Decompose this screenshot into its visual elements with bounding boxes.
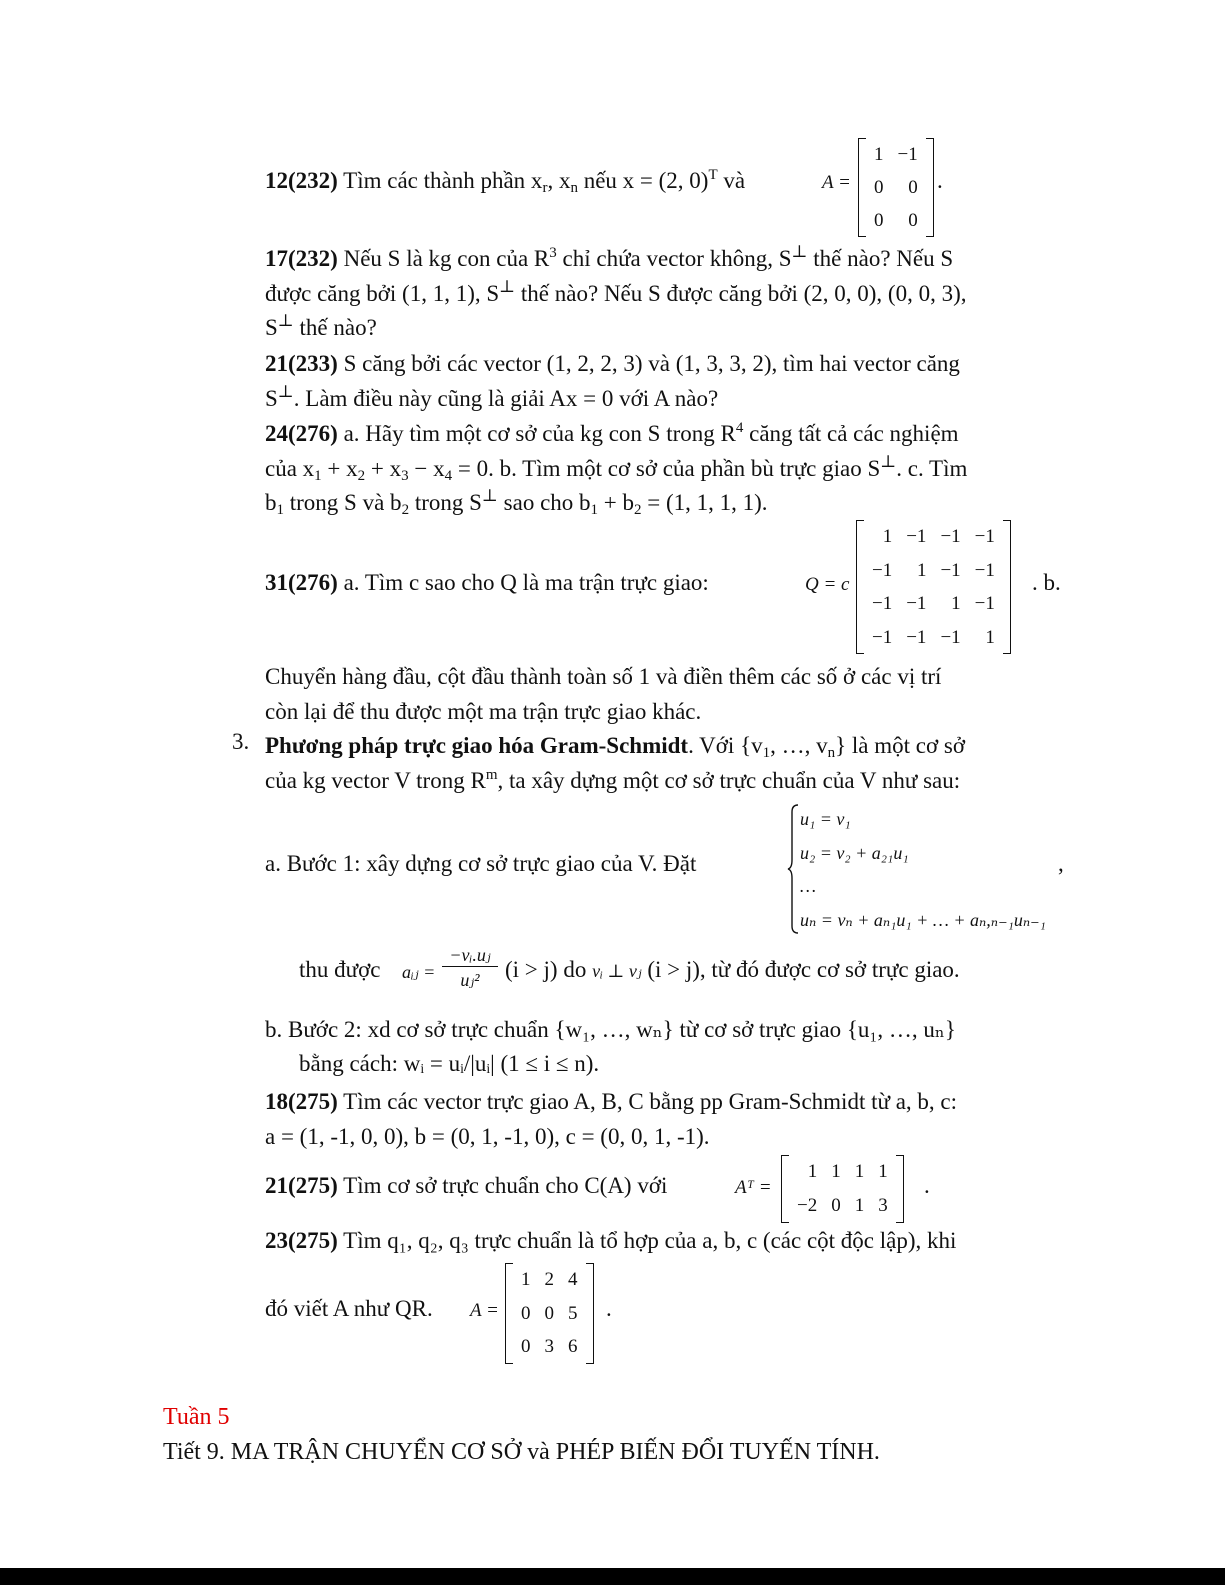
equation-line: u₁ = v₁ xyxy=(800,809,851,829)
exercise-21-233: 21(233) S căng bởi các vector (1, 2, 2, 3) và (1, 3, 3, 2), tìm hai vector căng S⊥. Làm điều này cũng là giải Ax = 0 với A nào? xyxy=(265,351,960,411)
matrix-cell: 3 xyxy=(544,1336,554,1357)
fraction: $\frac{\text{−vᵢ.uⱼ}}{\text{uⱼ²}}$ xyxy=(442,944,498,993)
exercise-31-276: 31(276) a. Tìm c sao cho Q là ma trận trực giao: xyxy=(265,570,709,595)
matrix-cell: −1 xyxy=(974,593,995,614)
matrix-cell: 1 xyxy=(854,1161,865,1182)
matrix-cell: −1 xyxy=(872,626,893,648)
matrix-cell: 4 xyxy=(568,1269,578,1290)
document-page: 12(232) Tìm các thành phần $x_r$, $x_n$ nếu x = (2, 0)$^T$ và A = 1 −1 0 0 0 0 . 17(232) Nếu S là kg con của $R^3$ chỉ chứa vector không, S⊥ thế nào? Nếu S được căng bởi (1, 1, 1), S⊥ thế nào? Nếu S được căng bởi (2, 0, 0), (0, 0, 3), S⊥ thế nào? 21(233) S căng bởi các vector (1, 2, 2, 3) và (1, 3, 3, 2), tìm hai vector căng S⊥. Làm điều này cũng là giải Ax = 0 với A nào? 24(276) a. Hãy tìm một cơ sở của kg con S trong $R^4$ căng tất cả các nghiệm của $x_1 + x_2 + x_3 - x_4 = 0$. b. Tìm một cơ sở của phần bù trực giao S⊥. c. Tìm $b_1$ trong S và $b_2$ trong S⊥ sao cho $b_1 + b_2 = (1$, 1, 1, 1). 31(276) a. Tìm c sao cho Q là ma trận trực giao: Q = c 1 −1 −1 −1 −1 1 −1 −1 −1 −1 1 −1 −1 −1 −1 1 . b. Chuyển hàng đầu, cột đầu thành toàn số 1 và điền thêm các số ở các vị trí còn lại để thu được một ma trận trực giao khác. 3. Phương pháp trực giao hóa Gram-Schmidt. Với {$v_1$, …, $v_n$} là một cơ sở của kg vector V trong $R^m$, ta xây dựng một cơ sở trực chuẩn của V như sau: a. Bước 1: xây dựng cơ sở trực giao của V. Đặt u₁ = v₁ u₂ = v₂ + a₂₁u₁ … uₙ = vₙ + aₙ₁u₁ + … + aₙ,ₙ₋₁uₙ₋₁ , thu được aᵢⱼ = $\frac{\text{−vᵢ.uⱼ}}{\text{uⱼ²}}$ (i > j) do vᵢ ⊥ vⱼ (i > j), từ đó được cơ sở trực giao. b. Bước 2: xd cơ sở trực chuẩn {w₁, …, wₙ} từ cơ sở trực giao {u₁, …, uₙ} bằng cách: wᵢ = uᵢ/|uᵢ| (1 ≤ i ≤ n). 18(275) Tìm các vector trực giao A, B, C bằng pp Gram-Schmidt từ a, b, c: a = (1, -1, 0, 0), b = (0, 1, -1, 0), c = (0, 0, 1, -1). 21(275) Tìm cơ sở trực chuẩn cho C(A) với Aᵀ = 1 1 1 1 −2 0 1 3 . 23(275) Tìm q₁, q₂, q₃ trực chuẩn là tổ hợp của a, b, c (các cột độc lập), khi đó viết A như QR. A = 1 2 4 0 0 5 0 3 6 . Tuần 5 Tiết 9. MA TRẬN CHUYỂN CƠ SỞ và PHÉP BIẾN ĐỔI TUYẾN TÍNH. xyxy=(0,0,1225,1585)
matrix-label-Q: Q = c xyxy=(805,574,850,595)
matrix-cell: −1 xyxy=(940,559,961,581)
matrix-cell: 1 xyxy=(807,1161,818,1182)
matrix-cell: 1 xyxy=(951,593,961,614)
period: . xyxy=(924,1173,930,1198)
matrix-cell: 1 xyxy=(854,1195,865,1216)
matrix-cell: 0 xyxy=(874,177,884,198)
matrix-A-3x2 xyxy=(858,138,934,237)
matrix-cell: −2 xyxy=(797,1195,818,1216)
matrix-cell: −1 xyxy=(974,526,995,547)
period: . xyxy=(606,1296,612,1321)
comma: , xyxy=(1058,851,1064,876)
matrix-label-A: A = xyxy=(470,1300,499,1321)
matrix-cell: −1 xyxy=(872,593,893,614)
aij-symbol: aᵢⱼ = xyxy=(402,962,436,982)
gram-schmidt-equations xyxy=(800,803,1046,937)
exercise-number: 12(232) xyxy=(265,168,338,193)
step-a: a. Bước 1: xây dựng cơ sở trực giao của V. Đặt xyxy=(265,851,697,876)
exercise-31-part-b: Chuyển hàng đầu, cột đầu thành toàn số 1 và điền thêm các số ở các vị trí còn lại để thu được một ma trận trực giao khác. xyxy=(265,664,942,724)
coefficient-formula: thu được xyxy=(299,957,381,982)
matrix-cell: −1 xyxy=(906,626,927,648)
equation-line: … xyxy=(800,876,817,896)
week-heading: Tuần 5 xyxy=(163,1404,230,1430)
matrix-cell: 1 xyxy=(878,1161,888,1182)
matrix-cell: −1 xyxy=(897,144,918,165)
matrix-cell: 1 xyxy=(874,144,884,165)
exercise-21-275: 21(275) Tìm cơ sở trực chuẩn cho C(A) với xyxy=(265,1173,668,1198)
exercise-12-232: 12(232) Tìm các thành phần $x_r$, $x_n$ nếu x = (2, 0)$^T$ và xyxy=(265,167,746,196)
matrix-cell: 0 xyxy=(521,1302,531,1324)
part-b-label: . b. xyxy=(1032,570,1061,595)
matrix-cell: 1 xyxy=(831,1161,841,1182)
matrix-cell: −1 xyxy=(872,559,893,581)
left-brace-icon xyxy=(787,804,799,934)
matrix-label-AT: Aᵀ = xyxy=(735,1177,772,1198)
exercise-23-275: 23(275) Tìm q₁, q₂, q₃ trực chuẩn là tổ hợp của a, b, c (các cột độc lập), khi xyxy=(265,1228,957,1253)
matrix-cell: 1 xyxy=(521,1269,531,1290)
matrix-cell: −1 xyxy=(906,593,927,614)
matrix-cell: 0 xyxy=(831,1195,841,1216)
exercise-18-275: 18(275) Tìm các vector trực giao A, B, C bằng pp Gram-Schmidt từ a, b, c: a = (1, -1, 0, 0), b = (0, 1, -1, 0), c = (0, 0, 1, -1). xyxy=(265,1089,957,1149)
period: . xyxy=(937,168,943,193)
matrix-cell: 0 xyxy=(521,1336,531,1357)
matrix-cell: 3 xyxy=(878,1195,888,1216)
section-number: 3. xyxy=(232,729,250,754)
matrix-cell: −1 xyxy=(906,526,927,547)
matrix-label-A: A = xyxy=(822,172,851,193)
matrix-cell: 0 xyxy=(908,177,918,198)
matrix-cell: 1 xyxy=(882,526,893,547)
page-bottom-edge xyxy=(0,1568,1225,1585)
matrix-cell: 2 xyxy=(544,1269,554,1290)
exercise-17-232: 17(232) Nếu S là kg con của $R^3$ chỉ chứa vector không, S⊥ thế nào? Nếu S được căng bởi (1, 1, 1), S⊥ thế nào? Nếu S được căng bởi (2, 0, 0), (0, 0, 3), S⊥ thế nào? xyxy=(265,242,967,340)
matrix-AT-2x4 xyxy=(781,1155,904,1223)
matrix-cell: 0 xyxy=(908,210,918,231)
section-title: Phương pháp trực giao hóa Gram-Schmidt xyxy=(265,733,689,758)
matrix-cell: 6 xyxy=(568,1336,578,1357)
matrix-cell: 5 xyxy=(568,1302,578,1324)
step-b: b. Bước 2: xd cơ sở trực chuẩn {w₁, …, wₙ} từ cơ sở trực giao {u₁, …, uₙ} xyxy=(265,1017,956,1042)
matrix-cell: 1 xyxy=(916,559,927,581)
system-brace xyxy=(787,804,799,940)
lesson-title: Tiết 9. MA TRẬN CHUYỂN CƠ SỞ và PHÉP BIẾN ĐỔI TUYẾN TÍNH. xyxy=(163,1439,880,1465)
matrix-cell: 1 xyxy=(985,626,995,648)
matrix-cell: −1 xyxy=(940,626,961,648)
matrix-cell: −1 xyxy=(974,559,995,581)
matrix-A-3x3 xyxy=(505,1263,594,1364)
exercise-24-276: 24(276) a. Hãy tìm một cơ sở của kg con S trong $R^4$ căng tất cả các nghiệm của $x_1 + x_2 + x_3 - x_4 = 0$. b. Tìm một cơ sở của phần bù trực giao S⊥. c. Tìm $b_1$ trong S và $b_2$ trong S⊥ sao cho $b_1 + b_2 = (1$, 1, 1, 1). xyxy=(265,420,968,518)
equation-line: u₂ = v₂ + a₂₁u₁ xyxy=(800,842,909,863)
matrix-cell: 0 xyxy=(874,210,884,231)
matrix-Q-4x4 xyxy=(856,520,1011,654)
matrix-cell: −1 xyxy=(940,526,961,547)
matrix-cell: 0 xyxy=(544,1302,554,1324)
equation-line: uₙ = vₙ + aₙ₁u₁ + … + aₙ,ₙ₋₁uₙ₋₁ xyxy=(800,909,1046,930)
section-gram-schmidt: Phương pháp trực giao hóa Gram-Schmidt. Với {$v_1$, …, $v_n$} là một cơ sở của kg vector V trong $R^m$, ta xây dựng một cơ sở trực chuẩn của V như sau: xyxy=(265,733,966,793)
